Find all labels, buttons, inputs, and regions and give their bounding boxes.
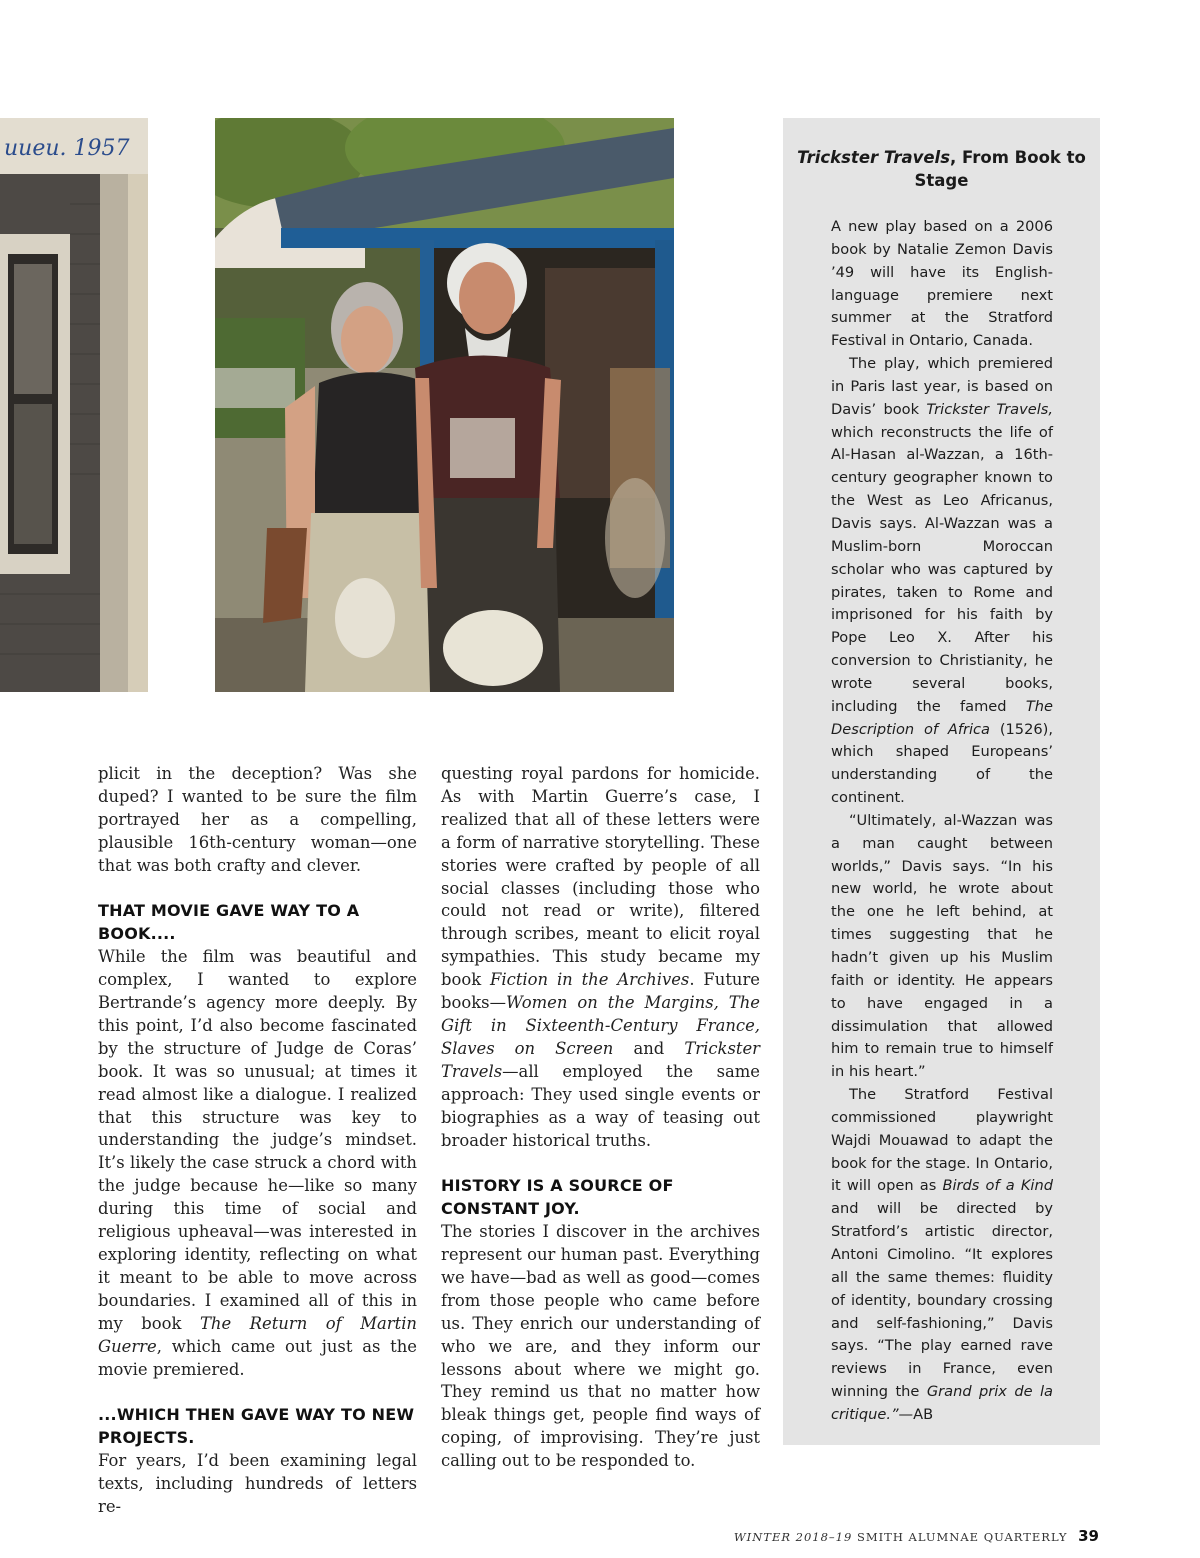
book-title: Women on the Margins, The Gift in Sixteenth-Century France, Slaves on Screen [441,993,760,1058]
publication-name: SMITH ALUMNAE QUARTERLY [856,1530,1068,1544]
house-illustration [0,174,148,692]
sidebar-body [831,216,1053,1427]
davis-portrait-photo [215,118,674,692]
archival-house-photo [0,118,148,692]
section-heading: THAT MOVIE GAVE WAY TO A BOOK.... [98,901,360,944]
section-heading: ...WHICH THEN GAVE WAY TO NEW PROJECTS. [98,1405,415,1448]
paragraph: For years, I’d been examining legal texts, including hundreds of letters re- [98,1451,417,1516]
article-column-1 [98,763,417,1519]
sidebar-box [783,118,1100,1445]
sidebar-title: Trickster Travels, From Book to Stage [797,148,1086,190]
paragraph: questing royal pardons for homicide. As with Martin Guerre’s case, I realized that all of these letters were a form of narrative storytelling. These stories were crafted by people of all social classes (including those who could not read or write), filtered through scribes, meant to elicit royal sympathies. This study became my book Fiction in the Archives. Future books—Women on the Margins, The Gift in Sixteenth-Century France, Slaves on Screen and Trickster Travels—all employed the same approach: They used single events or biographies as a way of teasing out broader historical truths. [441,764,761,1150]
page-number: 39 [1078,1527,1099,1545]
paragraph: plicit in the deception? Was she duped? I wanted to be sure the film portrayed her as a compelling, plausible 16th-century woman—one that was both crafty and clever. [98,764,417,875]
sidebar-paragraph: A new play based on a 2006 book by Natalie Zemon Davis ’49 will have its English-language premiere next summer at the Stratford Festival in Ontario, Canada. [831,218,1053,350]
photo-inscription: uueu. 1957 [4,136,130,161]
paragraph: The stories I discover in the archives represent our human past. Everything we have—bad as well as good—comes from those people who came before us. They enrich our understanding of who we are, and they inform our lessons about where we might go. They remind us that no matter how bleak things get, people find ways of coping, of improvising. They’re just calling out to be responded to. [441,1222,760,1471]
book-title: Fiction in the Archives [490,970,690,990]
sidebar-paragraph: The Stratford Festival commissioned playwright Wajdi Mouawad to adapt the book for the stage. In Ontario, it will open as Birds of a Kind and will be directed by Stratford’s artistic director, Antoni Cimolino. “It explores all the same themes: fluidity of identity, boundary crossing and self-fashioning,” Davis says. “The play earned rave reviews in France, even winning the Grand prix de la critique.”—AB [831,1086,1053,1423]
sidebar-paragraph: “Ultimately, al-Wazzan was a man caught between worlds,” Davis says. “In his new world, he wrote about the one he left behind, at times suggesting that he hadn’t given up his Muslim faith or identity. He appears to have engaged in a dissimulation that allowed him to remain true to himself in his heart.” [831,811,1053,1081]
issue-label: WINTER 2018–19 [733,1530,853,1544]
book-title: Trickster Travels [441,1038,760,1081]
page-footer [734,1527,1099,1545]
book-title: The Return of Martin Guerre [98,1313,417,1356]
sidebar-paragraph: The play, which premiered in Paris last year, is based on Davis’ book Trickster Travels, which reconstructs the life of Al-Hasan al-Wazzan, a 16th-century geographer known to the West as Leo Africanus, Davis says. Al-Wazzan was a Muslim-born Moroccan scholar who was captured by pirates, taken to Rome and imprisoned for his faith by Pope Leo X. After his conversion to Christianity, he wrote several books, including the famed The Description of Africa (1526), which shaped Europeans’ understanding of the continent. [831,355,1054,807]
paragraph: While the film was beautiful and complex, I wanted to explore Bertrande’s agency more deeply. By this point, I’d also become fascinated by the structure of Judge de Coras’ book. It was so unusual; at times it read almost like a dialogue. I realized that this structure was key to understanding the judge’s mindset. It’s likely the case struck a chord with the judge because he—like so many during this time of social and religious upheaval—was interested in exploring identity, reflecting on what it meant to be able to move across boundaries. I examined all of this in my book The Return of Martin Guerre, which came out just as the movie premiered. [98,947,417,1379]
article-column-2 [441,763,760,1473]
section-heading: HISTORY IS A SOURCE OF CONSTANT JOY. [441,1176,674,1219]
